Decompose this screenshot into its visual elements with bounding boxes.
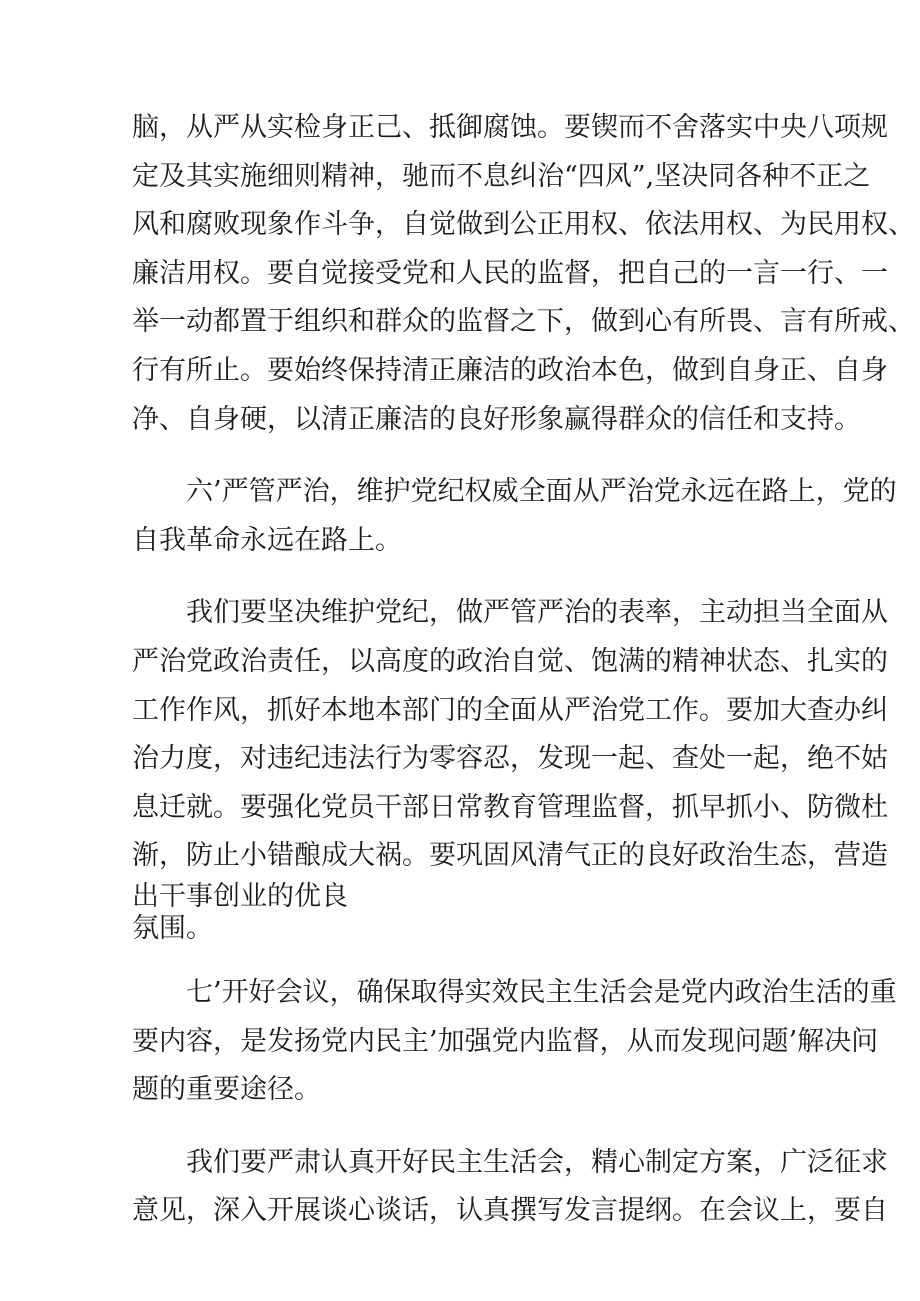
- text-line: 氛围。: [132, 912, 213, 944]
- text-line: 工作作风，抓好本地本部门的全面从严治党工作。要加大查办纠: [132, 694, 888, 726]
- text-line: 出干事创业的优良: [132, 880, 348, 912]
- text-line: 息迁就。要强化党员干部日常教育管理监督，抓早抓小、防微杜: [132, 791, 888, 823]
- text-line: 脑，从严从实检身正己、抵御腐蚀。要锲而不舍落实中央八项规: [132, 112, 888, 143]
- text-line: 严治党政治责任，以高度的政治自觉、饱满的精神状态、扎实的: [132, 645, 888, 677]
- text-line: 行有所止。要始终保持清正廉洁的政治本色，做到自身正、自身: [132, 354, 888, 386]
- text-line: 要内容，是发扬党内民主’加强党内监督，从而发现问题’解决问: [132, 1025, 879, 1057]
- section-heading-seven: 七’开好会议，确保取得实效民主生活会是党内政治生活的重: [186, 976, 897, 1008]
- text-line: 自我革命永远在路上。: [132, 524, 402, 556]
- text-line: 渐，防止小错酿成大祸。要巩固风清气正的良好政治生态，营造: [132, 840, 888, 872]
- text-line: 净、自身硬，以清正廉洁的良好形象赢得群众的信任和支持。: [132, 403, 861, 435]
- text-line: 风和腐败现象作斗争，自觉做到公正用权、依法用权、为民用权、: [132, 209, 915, 241]
- text-line: 意见，深入开展谈心谈话，认真撰写发言提纲。在会议上，要自: [132, 1195, 888, 1227]
- text-line: 定及其实施细则精神，驰而不息纠治“四风”,坚决同各种不正之: [132, 160, 871, 192]
- text-line: 题的重要途径。: [132, 1074, 321, 1106]
- text-line: 我们要严肃认真开好民主生活会，精心制定方案，广泛征求: [186, 1146, 888, 1178]
- text-line: 廉洁用权。要自觉接受党和人民的监督，把自己的一言一行、一: [132, 257, 888, 289]
- section-heading-six: 六’严管严治，维护党纪权威全面从严治党永远在路上，党的: [186, 476, 897, 508]
- text-line: 举一动都置于组织和群众的监督之下，做到心有所畏、言有所戒、: [132, 306, 915, 338]
- text-line: 治力度，对违纪违法行为零容忍，发现一起、查处一起，绝不姑: [132, 743, 888, 775]
- document-body: [132, 104, 915, 1236]
- text-line: 我们要坚决维护党纪，做严管严治的表率，主动担当全面从: [186, 597, 888, 629]
